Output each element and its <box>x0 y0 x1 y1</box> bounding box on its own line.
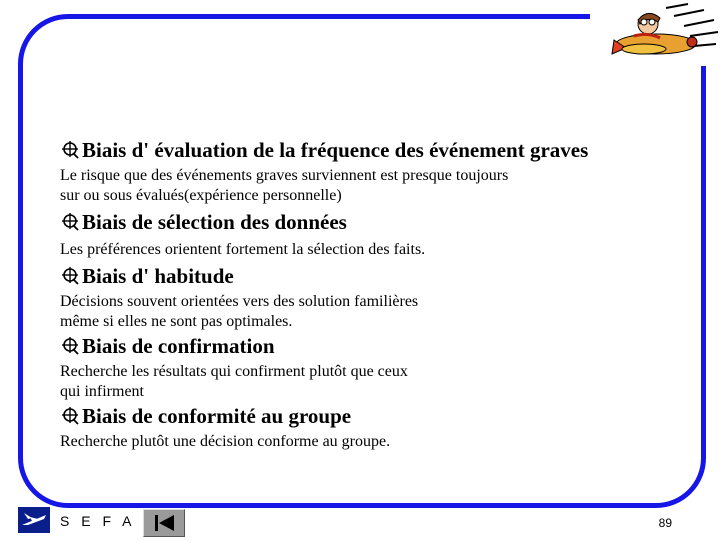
section-heading <box>60 210 680 234</box>
crosshair-bullet-icon <box>60 336 80 356</box>
section-heading-text: Biais d' évaluation de la fréquence des événement graves <box>82 138 589 162</box>
page-number: 89 <box>658 516 672 530</box>
section-heading <box>60 404 680 428</box>
plane-logo-icon <box>18 507 50 533</box>
section-heading-text: Biais d' habitude <box>82 264 234 288</box>
section-heading <box>60 138 680 162</box>
section-body: Recherche plutôt une décision conforme au groupe. <box>60 433 391 450</box>
section-heading-text: Biais de confirmation <box>82 334 275 358</box>
crosshair-bullet-icon <box>60 212 80 232</box>
section-body: Recherche les résultats qui confirment plutôt que ceux qui infirment <box>60 363 408 400</box>
section-heading <box>60 334 680 358</box>
first-slide-icon <box>144 510 184 536</box>
section-body: Les préférences orientent fortement la sélection des faits. <box>60 241 426 258</box>
slide-content <box>60 138 680 452</box>
section-body: Le risque que des événements graves surviennent est presque toujours sur ou sous évalués(expérience personnelle) <box>60 167 509 204</box>
crosshair-bullet-icon <box>60 266 80 286</box>
crosshair-bullet-icon <box>60 406 80 426</box>
section-heading <box>60 264 680 288</box>
first-slide-button[interactable] <box>143 509 185 537</box>
section-body: Décisions souvent orientées vers des solution familières même si elles ne sont pas optimales. <box>60 293 419 330</box>
pilot-plane-illustration <box>604 2 720 72</box>
footer-label: S E F A <box>60 513 136 529</box>
section-heading-text: Biais de sélection des données <box>82 210 347 234</box>
section-heading-text: Biais de conformité au groupe <box>82 404 352 428</box>
crosshair-bullet-icon <box>60 140 80 160</box>
